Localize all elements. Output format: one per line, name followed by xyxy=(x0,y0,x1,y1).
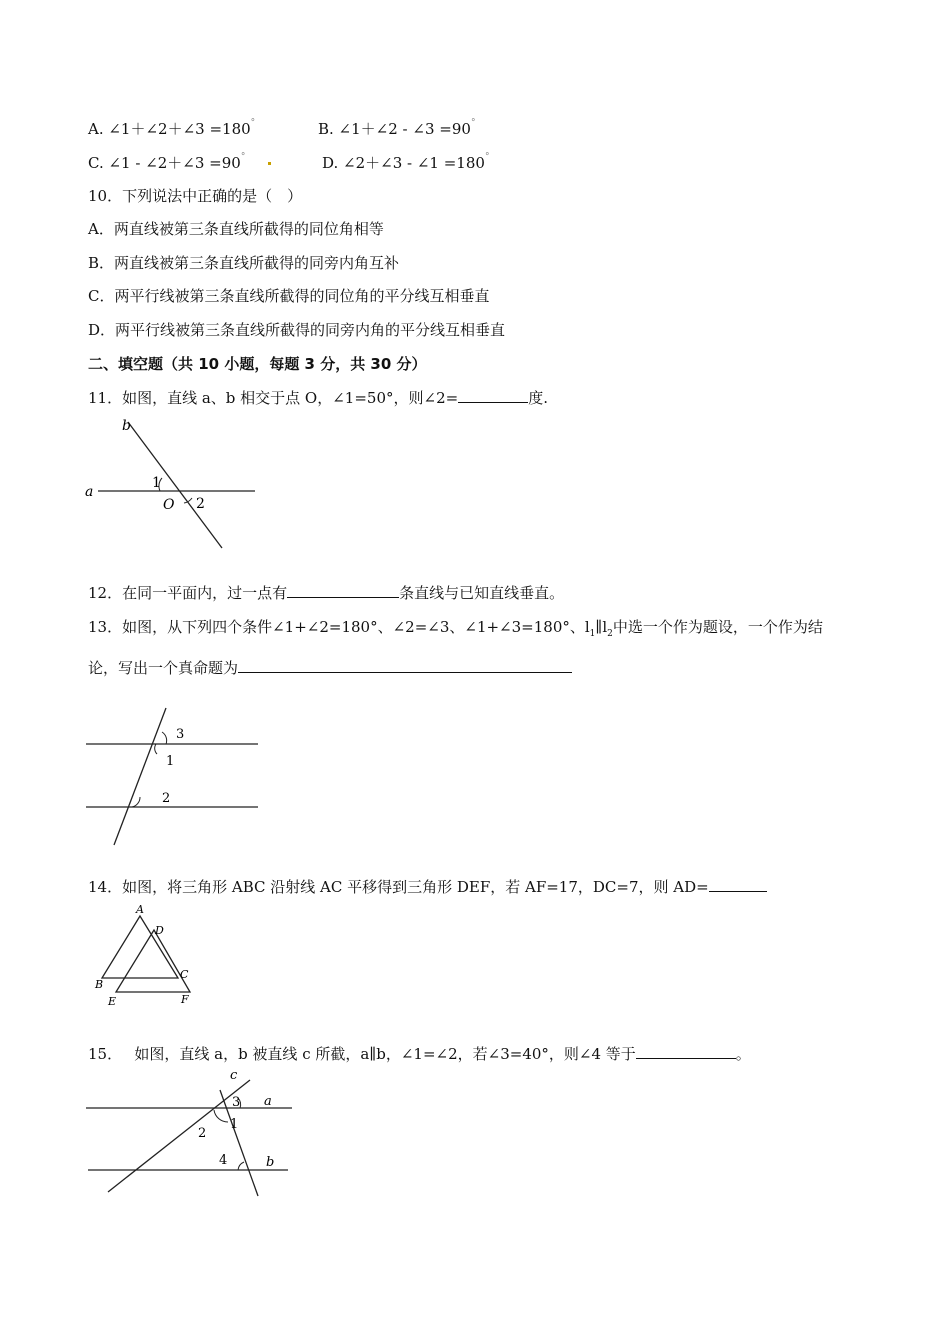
q13-figure xyxy=(80,700,270,850)
svg-text:3: 3 xyxy=(232,1095,241,1110)
svg-text:c: c xyxy=(230,1068,238,1083)
q10-stem: 10．下列说法中正确的是（ ） xyxy=(88,187,303,205)
q10-option-b: B．两直线被第三条直线所截得的同旁内角互补 xyxy=(88,254,400,272)
q13-answer-blank xyxy=(238,658,572,673)
svg-text:1: 1 xyxy=(230,1117,239,1132)
q14-answer-blank xyxy=(709,877,767,892)
q12-stem: 12．在同一平面内，过一点有 条直线与已知直线垂直。 xyxy=(88,584,565,602)
q9-option-a: A. ∠1＋∠2＋∠3 =180° xyxy=(88,118,256,138)
svg-text:A: A xyxy=(136,903,144,916)
svg-text:C: C xyxy=(180,968,189,981)
q14-figure xyxy=(90,902,210,1012)
section-heading: 二、填空题（共 10 小题，每题 3 分，共 30 分） xyxy=(88,355,427,373)
svg-text:a: a xyxy=(264,1094,272,1109)
q10-option-c: C．两平行线被第三条直线所截得的同位角的平分线互相垂直 xyxy=(88,287,490,305)
svg-text:1: 1 xyxy=(166,754,175,769)
q9-option-b: B. ∠1＋∠2 - ∠3 =90° xyxy=(318,118,476,138)
q12-answer-blank xyxy=(287,583,399,598)
svg-text:2: 2 xyxy=(162,791,171,806)
svg-text:4: 4 xyxy=(219,1153,228,1168)
svg-text:2: 2 xyxy=(198,1126,207,1141)
svg-text:2: 2 xyxy=(196,496,205,512)
svg-text:D: D xyxy=(155,924,164,937)
svg-text:3: 3 xyxy=(176,727,185,742)
svg-text:F: F xyxy=(181,993,189,1006)
q10-option-d: D．两平行线被第三条直线所截得的同旁内角的平分线互相垂直 xyxy=(88,321,506,339)
svg-text:B: B xyxy=(95,978,104,991)
svg-text:E: E xyxy=(108,995,117,1008)
q9-option-c: C. ∠1 - ∠2＋∠3 =90° xyxy=(88,152,246,172)
q13-stem-line1: 13．如图，从下列四个条件∠1+∠2=180°、∠2=∠3、∠1+∠3=180°、$l_1\parallel l_2$中选一个作为题设，一个作为结 xyxy=(88,618,823,639)
svg-text:1: 1 xyxy=(152,475,161,491)
q15-stem: 15． 如图，直线 a，b 被直线 c 所截，a∥b，∠1=∠2，若∠3=40°，则∠4 等于 。 xyxy=(88,1045,751,1063)
svg-text:O: O xyxy=(163,497,175,513)
stray-dot xyxy=(268,162,271,165)
svg-text:a: a xyxy=(85,484,94,500)
svg-text:b: b xyxy=(266,1155,275,1170)
q11-stem: 11．如图，直线 a、b 相交于点 O，∠1=50°，则∠2= 度. xyxy=(88,389,548,407)
q13-stem-line2: 论，写出一个真命题为 xyxy=(88,657,572,678)
q10-option-a: A．两直线被第三条直线所截得的同位角相等 xyxy=(88,220,384,238)
q11-figure xyxy=(80,410,270,555)
svg-text:b: b xyxy=(122,418,131,434)
q14-stem: 14．如图，将三角形 ABC 沿射线 AC 平移得到三角形 DEF，若 AF=17，DC=7，则 AD= xyxy=(88,876,767,897)
q9-option-d: D. ∠2＋∠3 - ∠1 =180° xyxy=(322,152,490,172)
q15-answer-blank xyxy=(636,1044,736,1059)
q15-figure xyxy=(80,1068,310,1203)
q11-answer-blank xyxy=(458,388,528,403)
